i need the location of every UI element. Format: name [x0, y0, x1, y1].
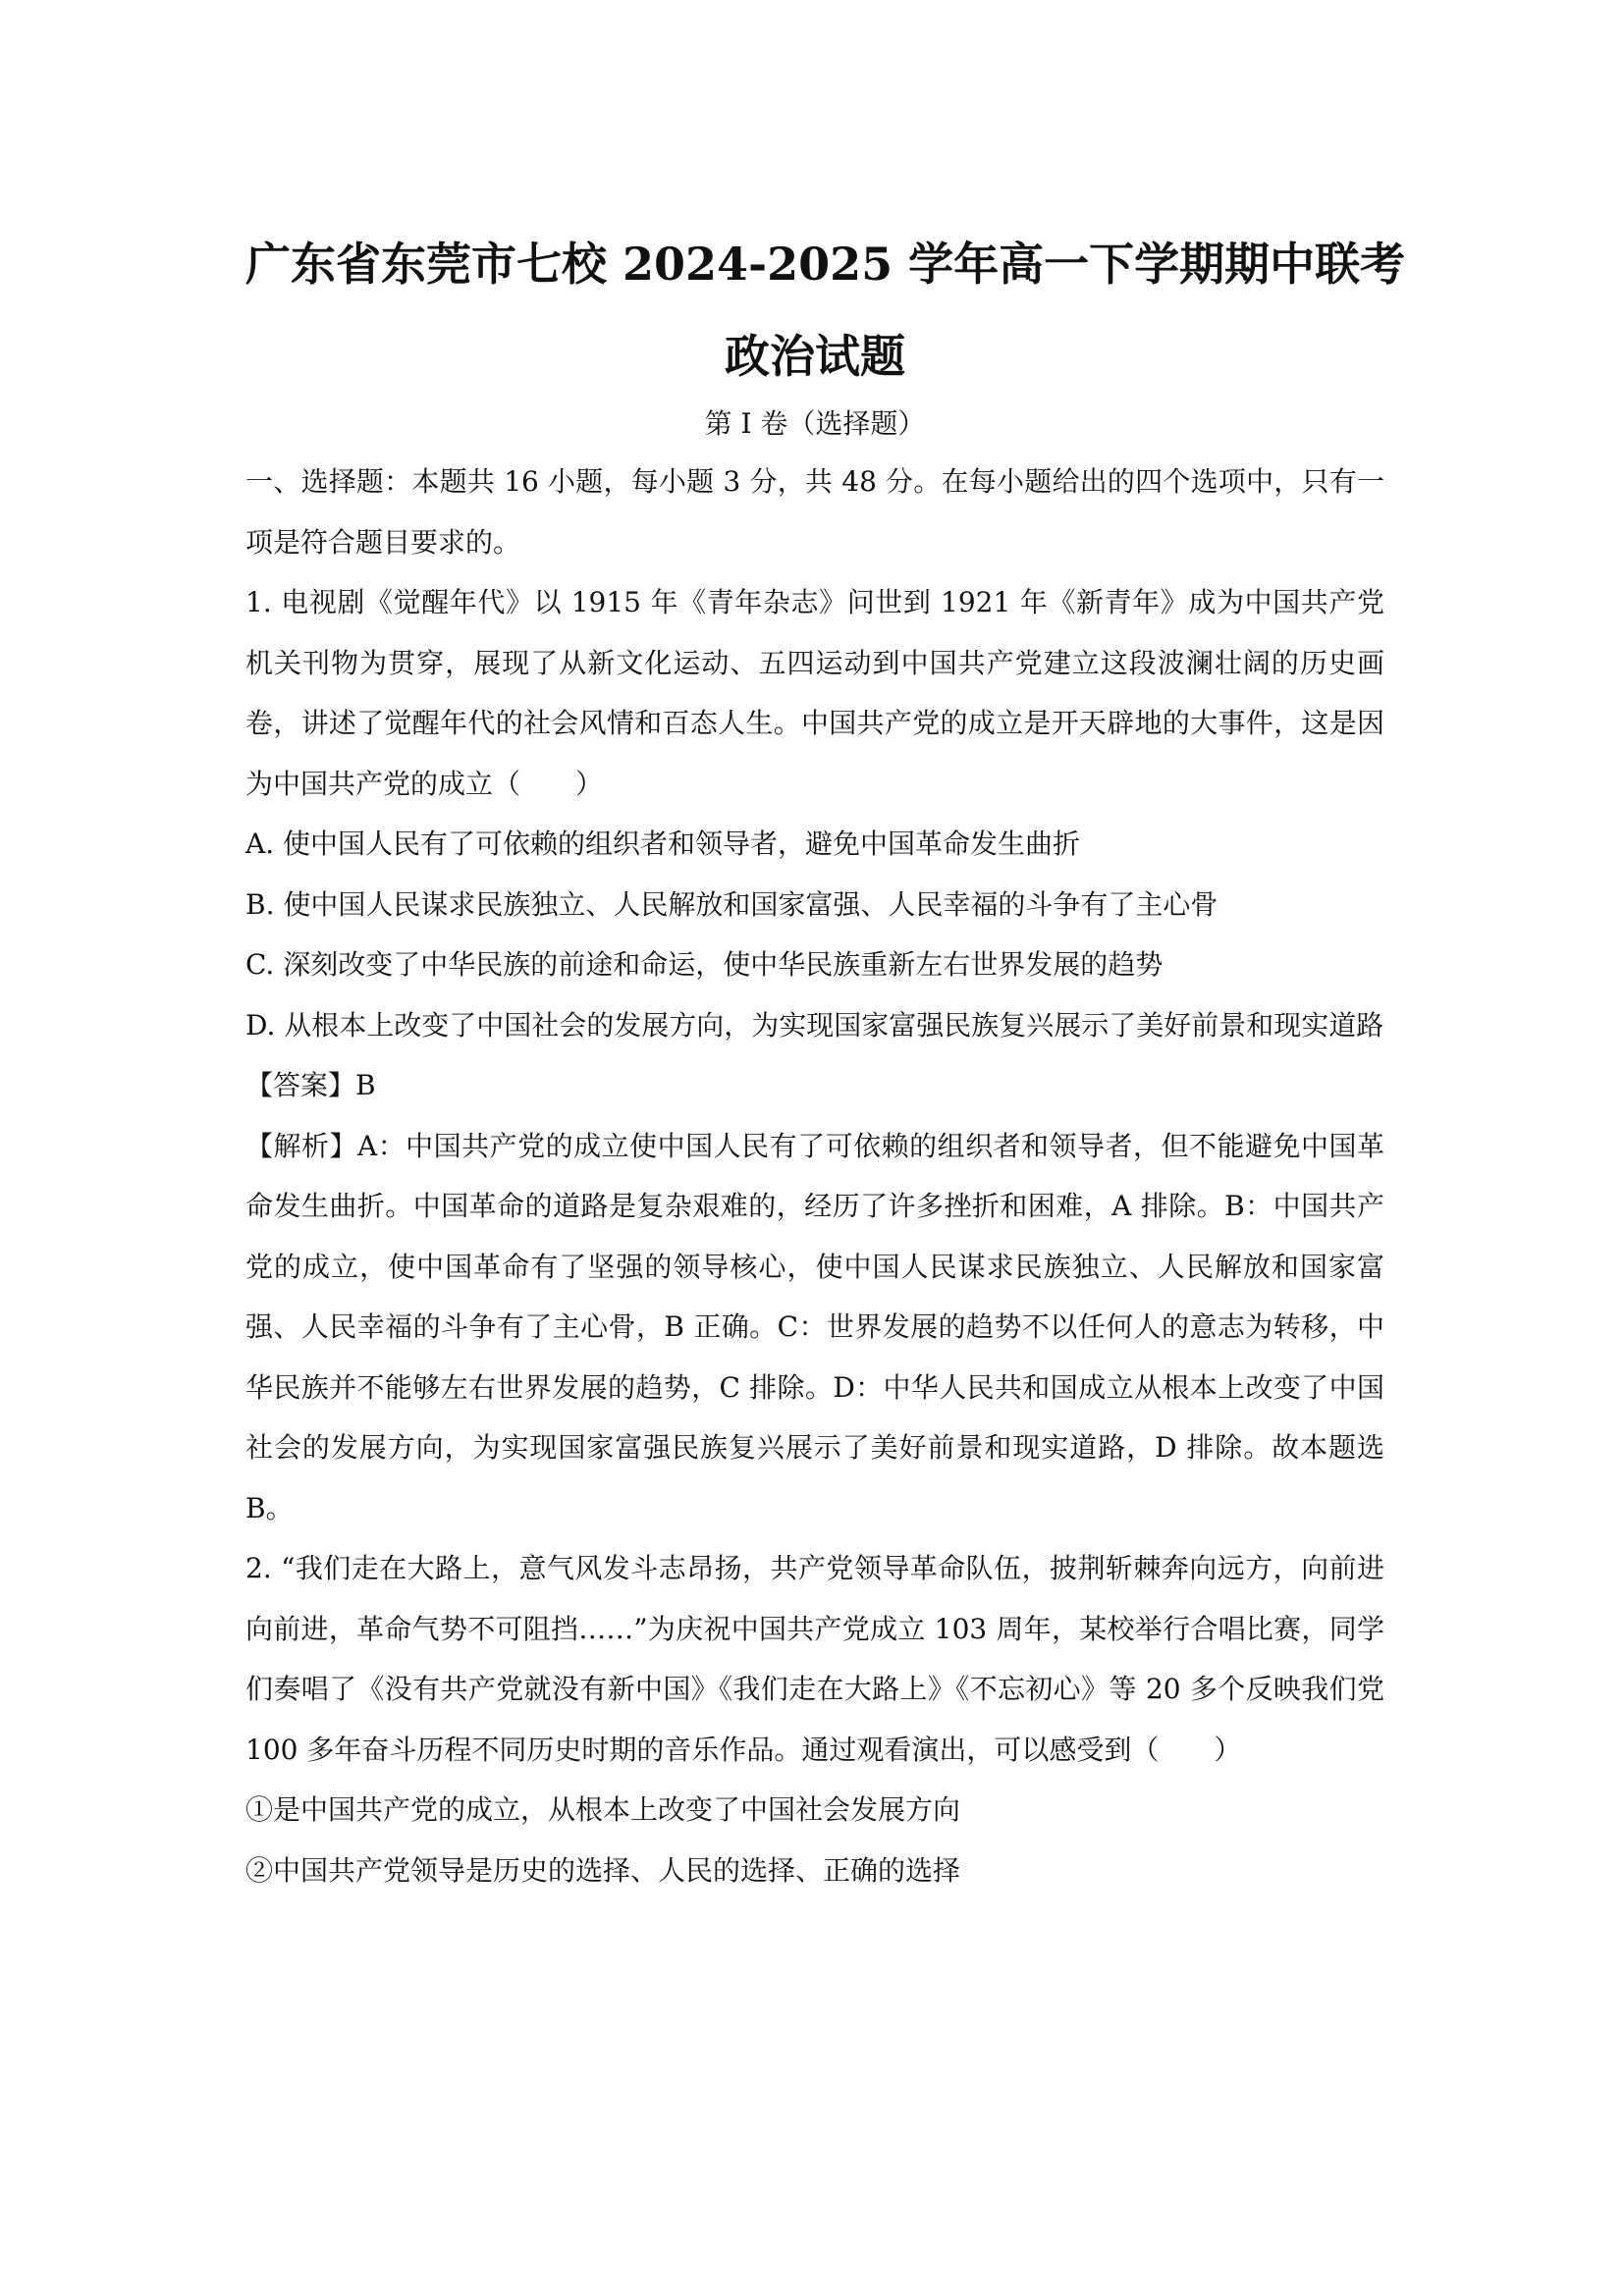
question-1-stem: 1. 电视剧《觉醒年代》以 1915 年《青年杂志》问世到 1921 年《新青年》成为中国共产党机关刊物为贯穿，展现了从新文化运动、五四运动到中国共产党建立这段波澜壮阔的历史画卷，讲述了觉醒年代的社会风情和百态人生。中国共产党的成立是开天辟地的大事件，这是因为中国共产党的成立（ ） — [245, 586, 1384, 800]
question-2-item-1: ①是中国共产党的成立，从根本上改变了中国社会发展方向 — [245, 1793, 961, 1826]
section-label: 第 I 卷（选择题） — [704, 407, 926, 440]
exam-title-line-2: 政治试题 — [725, 330, 905, 383]
question-1-option-d: D. 从根本上改变了中国社会的发展方向，为实现国家富强民族复兴展示了美好前景和现实道路 — [245, 1008, 1384, 1041]
question-1-option-c: C. 深刻改变了中华民族的前途和命运，使中华民族重新左右世界发展的趋势 — [245, 948, 1164, 981]
question-1-option-a: A. 使中国人民有了可依赖的组织者和领导者，避免中国革命发生曲折 — [245, 828, 1081, 860]
question-2-stem: 2. “我们走在大路上，意气风发斗志昂扬，共产党领导革命队伍，披荆斩棘奔向远方，向前进向前进，革命气势不可阻挡……”为庆祝中国共产党成立 103 周年，某校举行合唱比赛，同学们奏唱了《没有共产党就没有新中国》《我们走在大路上》《不忘初心》等 20 多个反映我们党 100 多年奋斗历程不同历史时期的音乐作品。通过观看演出，可以感受到（ ） — [245, 1552, 1384, 1766]
exam-title-line-1: 广东省东莞市七校 2024-2025 学年高一下学期期中联考 — [245, 238, 1406, 291]
question-1-analysis: 【解析】A：中国共产党的成立使中国人民有了可依赖的组织者和领导者，但不能避免中国革命发生曲折。中国革命的道路是复杂艰难的，经历了许多挫折和困难，A 排除。B：中国共产党的成立，使中国革命有了坚强的领导核心，使中国人民谋求民族独立、人民解放和国家富强、人民幸福的斗争有了主心骨，B 正确。C：世界发展的趋势不以任何人的意志为转移，中华民族并不能够左右世界发展的趋势，C 排除。D：中华人民共和国成立从根本上改变了中国社会的发展方向，为实现国家富强民族复兴展示了美好前景和现实道路，D 排除。故本题选 B。 — [245, 1129, 1384, 1524]
question-2-item-2: ②中国共产党领导是历史的选择、人民的选择、正确的选择 — [245, 1853, 961, 1887]
document-content — [245, 218, 1406, 1900]
instructions: 一、选择题：本题共 16 小题，每小题 3 分，共 48 分。在每小题给出的四个选项中，只有一项是符合题目要求的。 — [245, 465, 1384, 559]
question-1-answer: 【答案】B — [245, 1069, 376, 1101]
question-1-option-b: B. 使中国人民谋求民族独立、人民解放和国家富强、人民幸福的斗争有了主心骨 — [245, 887, 1218, 921]
